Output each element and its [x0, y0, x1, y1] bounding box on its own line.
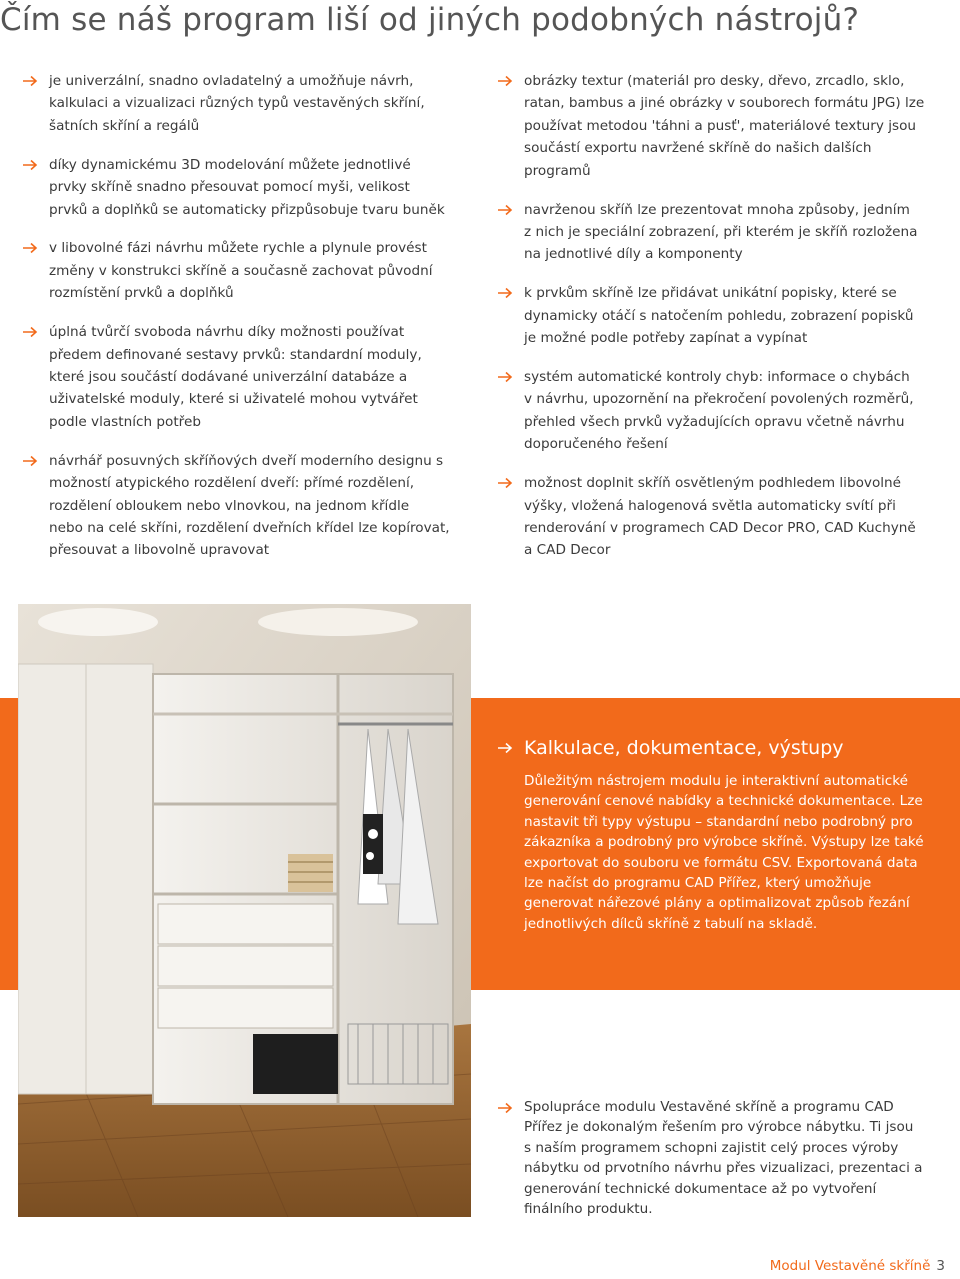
box-heading — [497, 735, 927, 761]
cooperation-paragraph — [497, 1097, 937, 1219]
footer-label: Modul Vestavěné skříně — [769, 1258, 931, 1274]
arrow-right-icon — [22, 455, 38, 467]
arrow-right-icon — [497, 287, 513, 299]
bullet-text: možnost doplnit skříň osvětleným podhledem libovolné výšky, vložená halogenová světla automaticky svítí při renderování v programech CAD Decor PRO, CAD Kuchyně a CAD Decor — [524, 475, 916, 559]
right-bullet-list — [497, 70, 937, 578]
page-title: Čím se náš program liší od jiných podobných nástrojů? — [0, 2, 860, 38]
calculation-info-box — [497, 735, 927, 934]
paragraph-text: Spolupráce modulu Vestavěné skříně a programu CAD Přířez je dokonalým řešením pro výrobce nábytku. Ti jsou s naším programem schopni zajistit celý proces výroby nábytku od prvotního návrhu přes vizualizaci, prezentaci a generování technické dokumentace až po vytvoření finálního produktu. — [524, 1099, 923, 1218]
list-item — [22, 450, 462, 562]
page-footer — [770, 1258, 945, 1274]
list-item — [497, 199, 937, 266]
list-item — [497, 282, 937, 349]
list-item — [497, 70, 937, 182]
arrow-right-icon — [22, 326, 38, 338]
page-number: 3 — [936, 1258, 945, 1274]
list-item — [22, 154, 462, 221]
list-item — [22, 70, 462, 137]
arrow-right-icon — [497, 1102, 513, 1114]
list-item — [22, 237, 462, 304]
bullet-text: v libovolné fázi návrhu můžete rychle a plynule provést změny v konstrukci skříně a současně zachovat původní rozmístění prvků a doplňků — [49, 240, 433, 302]
box-heading-text: Kalkulace, dokumentace, výstupy — [524, 737, 844, 759]
list-item — [497, 366, 937, 456]
arrow-right-icon — [22, 159, 38, 171]
bullet-text: návrhář posuvných skříňových dveří moderního designu s možností atypického rozdělení dveří: přímé rozdělení, rozdělení obloukem nebo vlnovkou, na jednom křídle nebo na celé skříni, rozdělení dveřních křídel lze kopírovat, přesouvat a libovolně upravovat — [49, 452, 450, 559]
bullet-text: úplná tvůrčí svoboda návrhu díky možnosti používat předem definované sestavy prvků: standardní moduly, které jsou součástí dodávané univerzální databáze a uživatelské moduly, které si uživatelé mohou vytvářet podle vlastních potřeb — [49, 324, 422, 430]
arrow-right-icon — [22, 75, 38, 87]
arrow-right-icon — [497, 75, 513, 87]
arrow-right-icon — [497, 742, 513, 754]
box-body-text: Důležitým nástrojem modulu je interaktivní automatické generování cenové nabídky a technické dokumentace. Lze nastavit tři typy výstupu – standardní nebo podrobný pro zákazníka a podrobný pro výrobce skříně. Výstupy lze také exportovat do souboru ve formátu CSV. Exportovaná data lze načíst do programu CAD Přířez, který umožňuje generovat nářezové plány a optimalizovat způsob řezání jednotlivých dílců skříně z tabulí na skladě. — [524, 773, 924, 932]
arrow-right-icon — [497, 204, 513, 216]
bullet-text: je univerzální, snadno ovladatelný a umožňuje návrh, kalkulaci a vizualizaci různých typů vestavěných skříní, šatních skříní a regálů — [49, 73, 425, 134]
bullet-text: díky dynamickému 3D modelování můžete jednotlivé prvky skříně snadno přesouvat pomocí myši, velikost prvků a doplňků se automaticky přizpůsobuje tvaru buněk — [49, 156, 445, 218]
arrow-right-icon — [497, 371, 513, 383]
bullet-text: obrázky textur (materiál pro desky, dřevo, zrcadlo, sklo, ratan, bambus a jiné obrázky v souborech formátu JPG) lze používat metodou 'táhni a pusť', materiálové textury jsou součástí exportu navržené skříně do našich dalších programů — [524, 73, 925, 179]
arrow-right-icon — [22, 242, 38, 254]
bullet-text: navrženou skříň lze prezentovat mnoha způsoby, jedním z nich je speciální zobrazení, při kterém je skříň rozložena na jednotlivé díly a komponenty — [524, 201, 918, 263]
bullet-text: k prvkům skříně lze přidávat unikátní popisky, které se dynamicky otáčí s natočením pohledu, zobrazení popisků je možné podle potřeby zapínat a vypínat — [524, 285, 914, 347]
list-item — [22, 321, 462, 433]
bullet-text: systém automatické kontroly chyb: informace o chybách v návrhu, upozornění na překročení povolených rozměrů, přehled všech prvků vyžadujících opravu včetně návrhu doporučeného řešení — [524, 368, 914, 453]
left-bullet-list — [22, 70, 462, 578]
list-item — [497, 472, 937, 562]
arrow-right-icon — [497, 477, 513, 489]
wardrobe-render-image — [18, 604, 471, 1217]
